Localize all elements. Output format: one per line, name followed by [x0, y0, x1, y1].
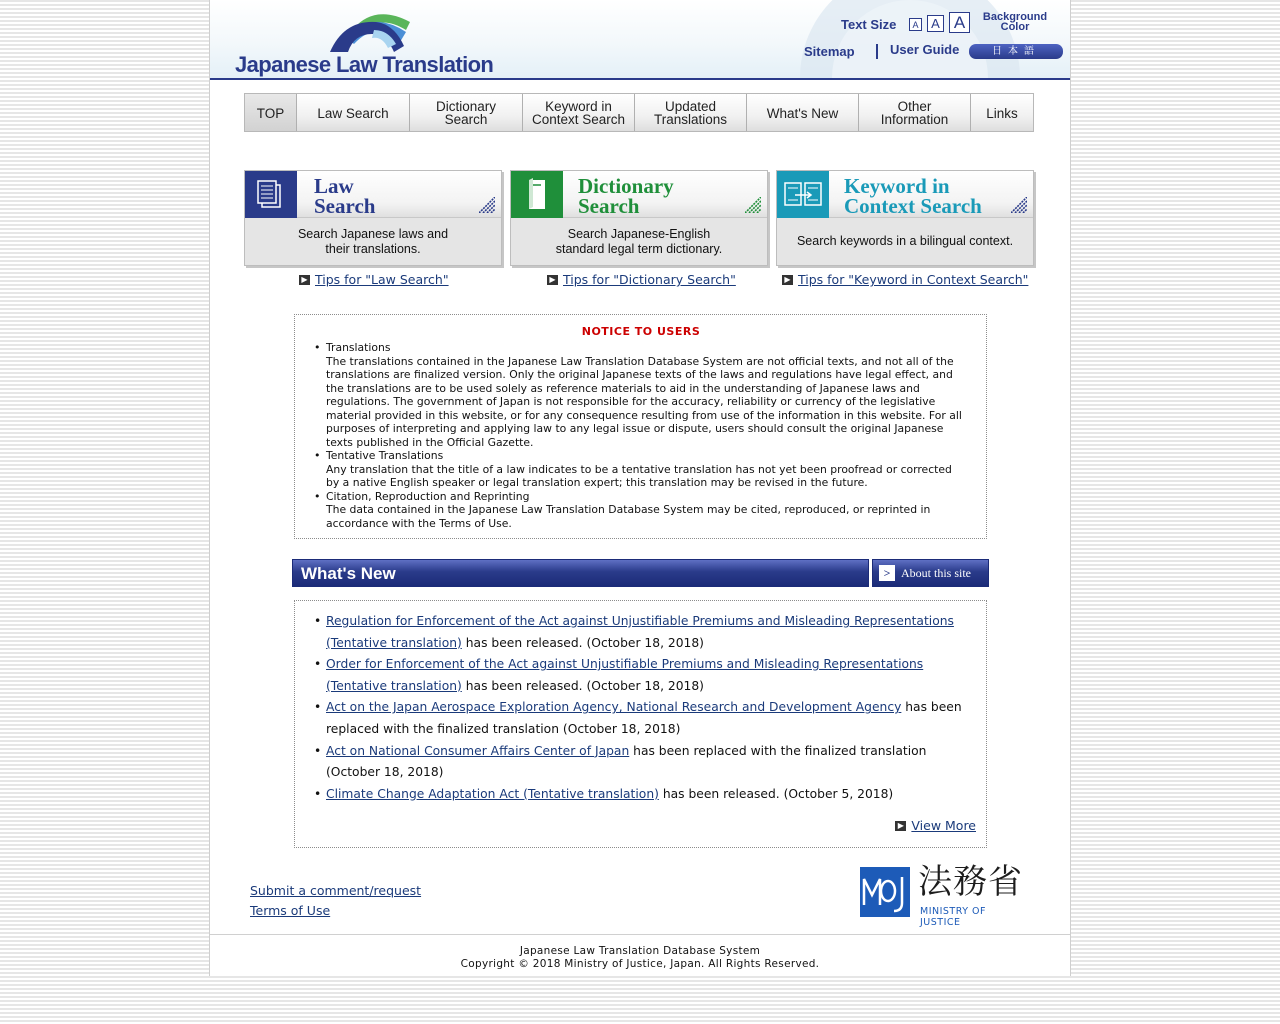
- submit-comment-link[interactable]: Submit a comment/request: [250, 883, 422, 898]
- whats-new-list: [294, 600, 987, 848]
- nav-dictionary-search[interactable]: [410, 94, 523, 131]
- notice-body: Any translation that the title of a law indicates to be a tentative translation has not yet been proofread or corrected by a native English speaker or legal translation expert; this translation may be revised in the future.: [326, 462, 952, 489]
- view-more: [895, 818, 976, 833]
- news-item: [314, 697, 976, 740]
- background-color-label-line2: Color: [1000, 21, 1030, 33]
- news-link[interactable]: Order for Enforcement of the Act against Unjustifiable Premiums and Misleading Representations (Tentative translation): [326, 657, 924, 693]
- background-color-button[interactable]: [980, 12, 1050, 32]
- arrow-right-icon: ▶: [547, 275, 558, 285]
- law-search-tips-link[interactable]: Tips for "Law Search": [315, 272, 449, 287]
- news-link[interactable]: Act on National Consumer Affairs Center of Japan: [326, 743, 630, 758]
- dictionary-search-description: Search Japanese-English standard legal term dictionary.: [555, 226, 723, 256]
- news-link[interactable]: Climate Change Adaptation Act (Tentative translation): [326, 786, 659, 801]
- text-size-label: Text Size: [841, 17, 897, 32]
- arrow-right-icon: ▶: [895, 821, 906, 831]
- site-header: [210, 0, 1070, 80]
- law-search-description: Search Japanese laws and their translations.: [297, 226, 449, 256]
- notice-item: [314, 341, 968, 449]
- notice-body: The translations contained in the Japanese Law Translation Database System are not official texts, and not all of the translations are finalized version. Only the original Japanese texts of the laws and regulations have legal effect, and the translations are to be used solely as reference materials to aid in the understanding of Japanese laws and regulations. The government of Japan is not responsible for the accuracy, reliability or currency of the legislative material provided in this website, or for any consequence resulting from use of the information in this website. For all purposes of interpreting and applying law to any legal issue or dispute, users should consult the original Japanese texts published in the Official Gazette.: [326, 354, 962, 449]
- news-text: has been released. (October 18, 2018): [461, 635, 704, 650]
- site-title[interactable]: Japanese Law Translation: [235, 52, 494, 77]
- news-text: has been released. (October 18, 2018): [461, 678, 704, 693]
- news-link[interactable]: Act on the Japan Aerospace Exploration Agency, National Research and Development Agency: [326, 700, 902, 715]
- footer-system-name: Japanese Law Translation Database System: [519, 945, 761, 957]
- keyword-in-context-search-description: Search keywords in a bilingual context.: [796, 234, 1014, 248]
- arrow-right-icon: >: [879, 565, 895, 581]
- news-item: [314, 741, 976, 784]
- nav-top-label: TOP: [256, 105, 285, 121]
- main-nav: [244, 93, 1034, 132]
- nav-kwic-label: Keyword in Context Search: [531, 99, 626, 127]
- page-container: [209, 0, 1071, 976]
- law-search-tips: [299, 272, 449, 287]
- kwic-search-tips-link[interactable]: Tips for "Keyword in Context Search": [798, 272, 1029, 287]
- notice-item: [314, 490, 968, 531]
- footer-divider: [210, 934, 1070, 935]
- nav-whats-new-label: What's New: [766, 105, 839, 121]
- arrow-right-icon: ▶: [782, 275, 793, 285]
- news-text: has been replaced with the finalized translation (October 18, 2018): [326, 700, 962, 736]
- keyword-context-icon: [777, 171, 829, 218]
- nav-other-information[interactable]: [859, 94, 971, 131]
- notice-body: The data contained in the Japanese Law Translation Database System may be cited, reproduced, or reprinted in accordance with the Terms of Use.: [326, 503, 931, 530]
- arrow-right-icon: ▶: [299, 275, 310, 285]
- moj-kanji-label: 法務省: [918, 862, 1023, 902]
- law-document-icon: [245, 171, 297, 218]
- site-logo-icon: [324, 6, 414, 52]
- nav-whats-new[interactable]: [747, 94, 859, 131]
- text-size-small-button[interactable]: A: [909, 18, 922, 31]
- about-this-site-label: About this site: [901, 565, 972, 580]
- nav-updated-translations[interactable]: [635, 94, 747, 131]
- law-search-box[interactable]: [244, 170, 502, 266]
- moj-mark-icon: [860, 867, 910, 917]
- keyword-in-context-search-box[interactable]: [776, 170, 1034, 266]
- text-size-large-button[interactable]: A: [949, 12, 970, 33]
- news-item: [314, 654, 976, 697]
- view-more-link[interactable]: View More: [911, 818, 976, 833]
- nav-law-search-label: Law Search: [317, 105, 389, 121]
- footer-copyright: [210, 945, 1070, 971]
- ministry-of-justice-logo[interactable]: [860, 862, 1030, 928]
- text-size-medium-button[interactable]: A: [927, 15, 944, 32]
- header-separator: [876, 44, 878, 59]
- stripe-decoration-icon: [479, 197, 495, 213]
- dictionary-search-tips: [547, 272, 736, 287]
- notice-to-users: [294, 314, 987, 539]
- dictionary-search-box[interactable]: [510, 170, 768, 266]
- nav-dictionary-search-label: Dictionary Search: [435, 99, 497, 127]
- japanese-language-button[interactable]: 日本語: [969, 44, 1063, 59]
- sitemap-link[interactable]: Sitemap: [804, 44, 855, 59]
- nav-law-search[interactable]: [297, 94, 410, 131]
- nav-links[interactable]: [971, 94, 1033, 131]
- stripe-decoration-icon: [745, 197, 761, 213]
- whats-new-heading: What's New: [292, 559, 869, 587]
- moj-english-label: MINISTRY OF JUSTICE: [920, 906, 986, 928]
- notice-title: NOTICE TO USERS: [581, 325, 701, 338]
- news-text: has been replaced with the finalized translation (October 18, 2018): [326, 743, 927, 780]
- kwic-search-tips: [782, 272, 1028, 287]
- nav-keyword-in-context-search[interactable]: [523, 94, 635, 131]
- nav-links-label: Links: [986, 105, 1018, 121]
- footer-copyright-line: Copyright © 2018 Ministry of Justice, Japan. All Rights Reserved.: [460, 958, 820, 970]
- news-text: has been released. (October 5, 2018): [658, 786, 894, 801]
- user-guide-link[interactable]: User Guide: [890, 42, 960, 57]
- news-link[interactable]: Regulation for Enforcement of the Act against Unjustifiable Premiums and Misleading Representations (Tentative translation): [326, 614, 954, 650]
- notice-heading: • Citation, Reproduction and Reprinting: [326, 489, 530, 503]
- nav-other-information-label: Other Information: [880, 99, 949, 127]
- dictionary-search-tips-link[interactable]: Tips for "Dictionary Search": [563, 272, 736, 287]
- notice-item: [314, 449, 968, 490]
- stripe-decoration-icon: [1011, 197, 1027, 213]
- law-search-title: Law Search: [314, 174, 376, 218]
- dictionary-search-title: Dictionary Search: [578, 174, 674, 218]
- nav-updated-translations-label: Updated Translations: [653, 99, 728, 127]
- terms-of-use-link[interactable]: Terms of Use: [250, 903, 331, 918]
- notice-heading: • Tentative Translations: [326, 449, 444, 462]
- news-item: [314, 611, 976, 654]
- news-item: [314, 784, 976, 806]
- keyword-in-context-search-title: Keyword in Context Search: [844, 174, 982, 218]
- dictionary-book-icon: [511, 171, 563, 218]
- about-this-site-button[interactable]: [872, 559, 989, 587]
- nav-top[interactable]: [245, 94, 297, 131]
- background-color-label-line1: Background: [982, 11, 1048, 23]
- notice-heading: • Translations: [326, 341, 391, 354]
